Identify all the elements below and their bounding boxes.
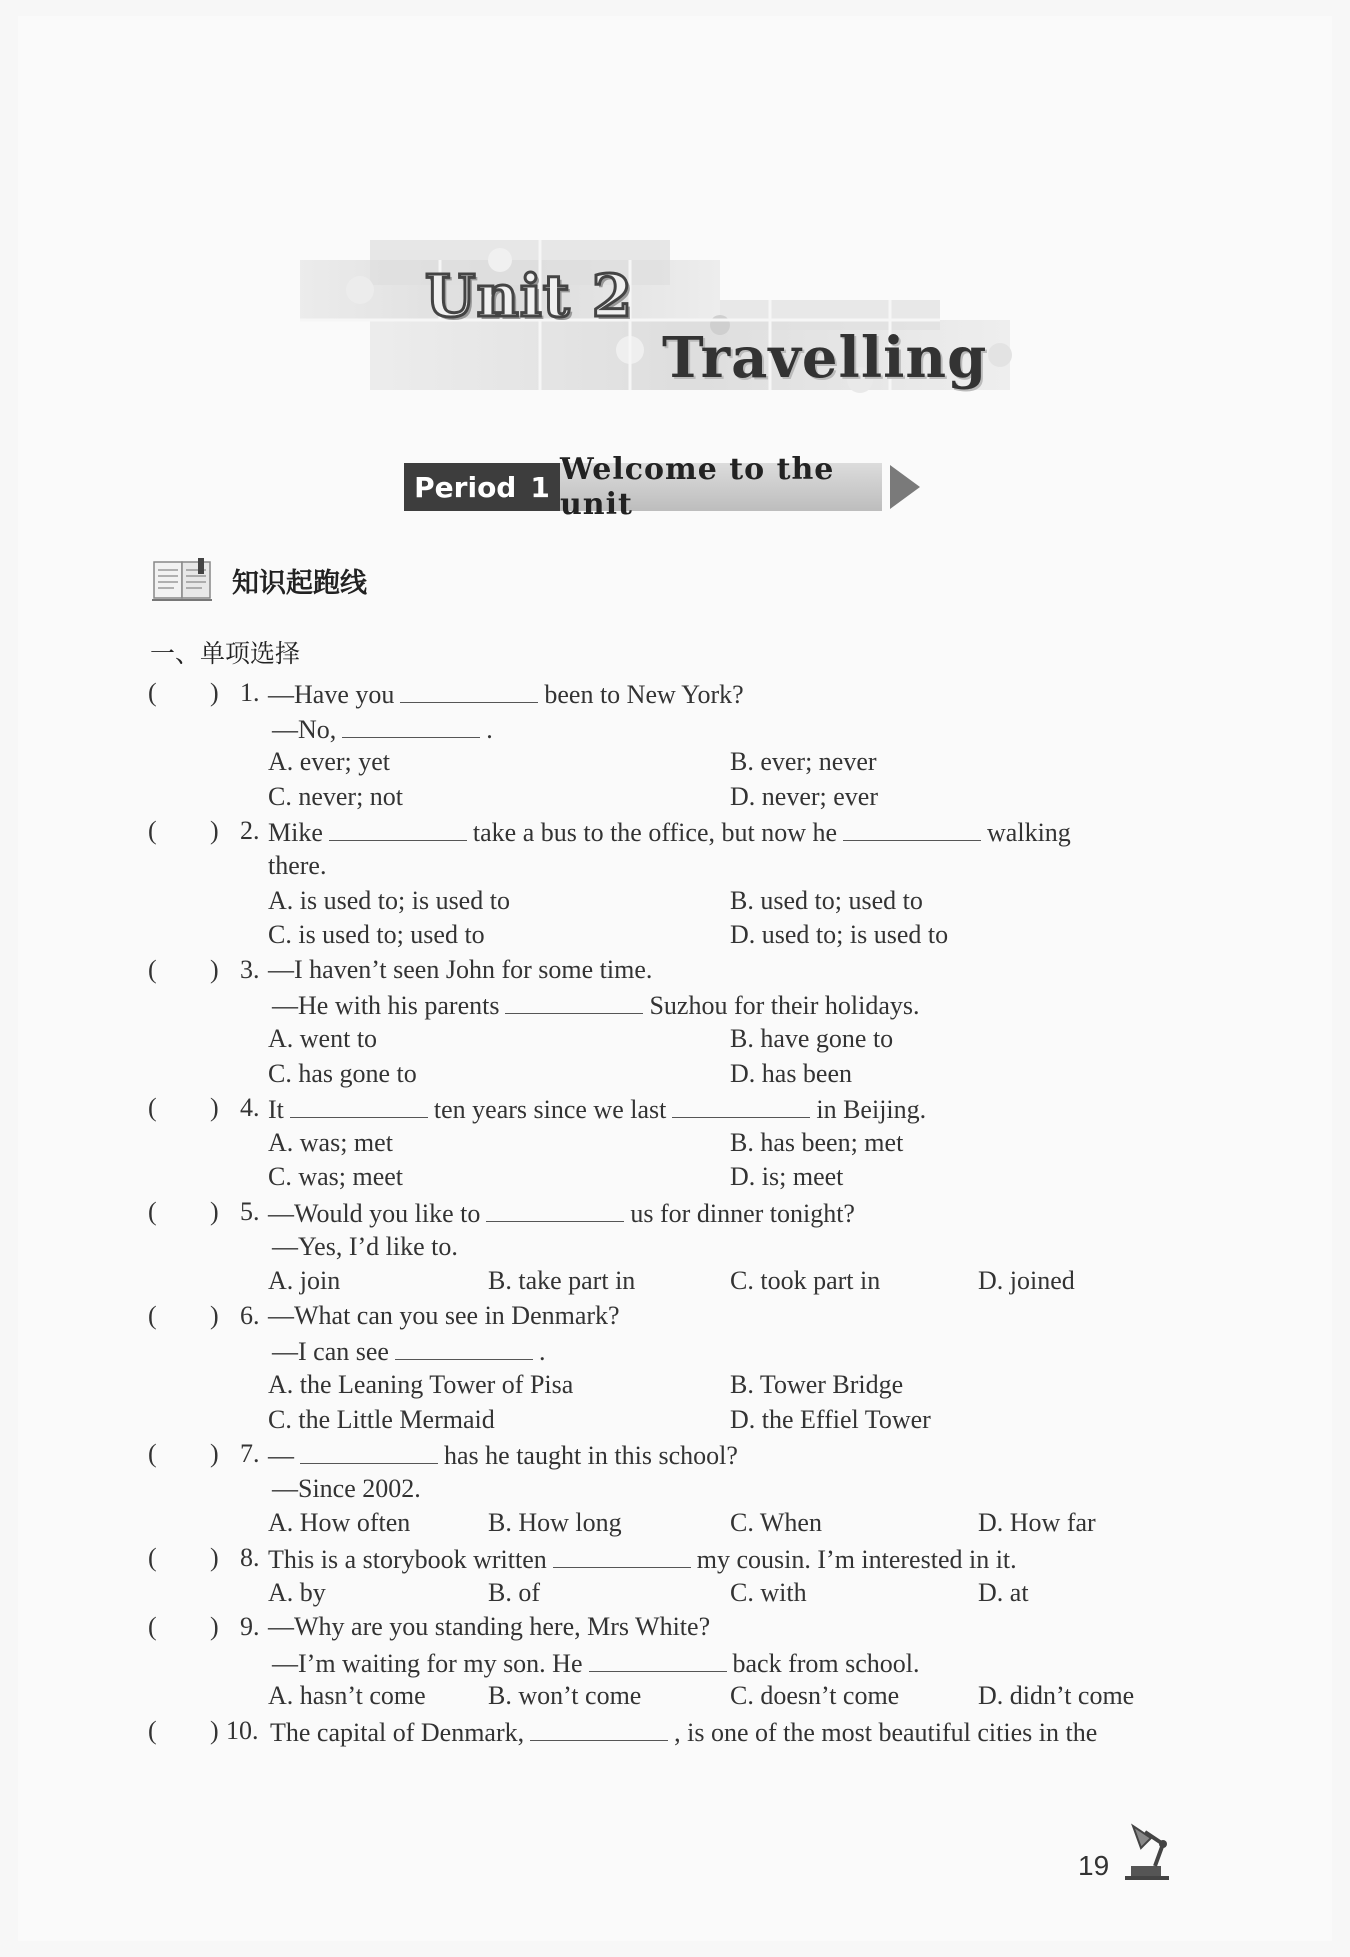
answer-option: B. won’t come <box>488 1681 642 1711</box>
answer-option: D. has been <box>730 1058 853 1088</box>
question-text: there. <box>268 851 327 880</box>
open-book-icon <box>150 556 216 604</box>
question-stem-line2 <box>272 713 493 745</box>
answer-blank[interactable] <box>395 1335 533 1360</box>
answer-option: C. was; meet <box>268 1162 404 1192</box>
answer-paren-close: ) <box>210 1300 219 1330</box>
question-text: back from school. <box>732 1648 920 1678</box>
question-number: 1. <box>240 678 260 707</box>
question-number: 9. <box>240 1612 260 1642</box>
answer-option: D. used to; is used to <box>730 920 949 950</box>
answer-paren-close: ) <box>210 1197 219 1226</box>
answer-paren-close: ) <box>210 816 219 846</box>
answer-option: B. used to; used to <box>730 885 923 915</box>
answer-option: A. is used to; is used to <box>268 885 510 915</box>
answer-option: A. went to <box>268 1024 378 1053</box>
question-stem <box>268 1543 1017 1575</box>
question-text: . <box>486 714 493 744</box>
answer-option: A. ever; yet <box>268 747 391 777</box>
question-stem <box>268 816 1071 848</box>
answer-blank[interactable] <box>400 678 538 703</box>
question-text: . <box>538 1337 546 1367</box>
period-label-box <box>404 463 560 511</box>
answer-paren-open: ( <box>148 1612 157 1642</box>
question-stem <box>268 1612 710 1642</box>
answer-option: D. How far <box>978 1508 1096 1538</box>
question-stem <box>268 1093 926 1125</box>
desk-lamp-icon <box>1115 1822 1177 1882</box>
question-text: —I’m waiting for my son. He <box>272 1648 583 1678</box>
question-text: Suzhou for their holidays. <box>649 991 920 1021</box>
question-text: take a bus to the office, but now he <box>472 818 838 848</box>
answer-option: B. How long <box>488 1508 622 1538</box>
question-text: This is a storybook written <box>268 1545 547 1574</box>
question-stem <box>270 1716 1097 1748</box>
answer-option: C. has gone to <box>268 1058 417 1088</box>
question-stem <box>268 678 744 710</box>
period-banner <box>404 452 920 522</box>
question-number: 5. <box>240 1197 260 1226</box>
page-number: 19 <box>1078 1850 1110 1881</box>
question-text: — <box>268 1441 294 1471</box>
answer-paren-close: ) <box>210 1612 219 1642</box>
question-text: —What can you see in Denmark? <box>268 1300 620 1330</box>
question-text: Mike <box>268 818 323 848</box>
answer-option: C. took part in <box>730 1266 881 1296</box>
answer-option: A. hasn’t come <box>268 1681 426 1711</box>
section-heading <box>150 556 367 604</box>
question-stem-line2 <box>272 1232 458 1262</box>
question-text: us for dinner tonight? <box>630 1199 855 1228</box>
answer-paren-open: ( <box>148 1197 157 1226</box>
answer-paren-open: ( <box>148 816 157 846</box>
answer-option: C. the Little Mermaid <box>268 1404 495 1434</box>
question-number: 4. <box>240 1093 260 1123</box>
question-text: , is one of the most beautiful cities in the <box>674 1718 1098 1747</box>
question-text: my cousin. I’m interested in it. <box>696 1545 1017 1574</box>
answer-option: A. by <box>268 1577 326 1607</box>
answer-option: B. take part in <box>488 1266 636 1296</box>
question-number: 2. <box>240 816 260 846</box>
answer-paren-close: ) <box>210 1716 219 1745</box>
answer-blank[interactable] <box>505 989 643 1014</box>
answer-blank[interactable] <box>672 1093 810 1118</box>
question-stem <box>268 1197 855 1229</box>
answer-blank[interactable] <box>843 816 981 841</box>
arrow-right-icon <box>890 465 920 509</box>
question-stem-line2 <box>272 1647 920 1679</box>
answer-option: B. have gone to <box>730 1024 894 1053</box>
answer-paren-close: ) <box>210 954 219 984</box>
answer-option: D. the Effiel Tower <box>730 1404 931 1434</box>
question-stem <box>268 1301 620 1331</box>
period-number: 1 <box>530 470 550 504</box>
answer-blank[interactable] <box>553 1543 691 1568</box>
answer-option: C. When <box>730 1508 822 1538</box>
answer-paren-open: ( <box>148 1439 157 1469</box>
question-text: —Would you like to <box>268 1199 481 1228</box>
answer-option: B. Tower Bridge <box>730 1370 904 1399</box>
answer-paren-close: ) <box>210 1439 219 1469</box>
answer-blank[interactable] <box>589 1647 727 1672</box>
question-text: in Beijing. <box>816 1095 927 1125</box>
question-number: 8. <box>240 1543 260 1572</box>
question-number: 3. <box>240 954 260 984</box>
answer-blank[interactable] <box>342 713 480 738</box>
answer-paren-open: ( <box>148 1716 157 1745</box>
unit-title: Travelling <box>662 325 988 391</box>
question-text: —Yes, I’d like to. <box>272 1231 458 1261</box>
answer-option: C. with <box>730 1577 807 1607</box>
question-text: walking <box>987 818 1071 848</box>
unit-label: Unit 2 <box>425 262 634 330</box>
question-stem-line2 <box>272 989 920 1021</box>
question-text: —I can see <box>272 1337 389 1367</box>
answer-option: A. the Leaning Tower of Pisa <box>268 1370 574 1399</box>
answer-blank[interactable] <box>290 1093 428 1118</box>
answer-paren-close: ) <box>210 678 219 707</box>
period-title: Welcome to the unit <box>560 463 882 511</box>
answer-option: C. never; not <box>268 781 404 811</box>
question-number: 6. <box>240 1300 260 1330</box>
answer-paren-open: ( <box>148 1300 157 1330</box>
answer-blank[interactable] <box>329 816 467 841</box>
question-text: —I haven’t seen John for some time. <box>268 954 653 984</box>
answer-option: A. was; met <box>268 1127 393 1157</box>
question-stem <box>268 1439 738 1471</box>
period-label: Period <box>414 470 517 504</box>
answer-option: D. didn’t come <box>978 1681 1135 1711</box>
question-stem-line2 <box>268 851 326 881</box>
answer-option: A. join <box>268 1266 341 1296</box>
answer-blank[interactable] <box>300 1439 438 1464</box>
answer-option: D. joined <box>978 1266 1075 1296</box>
answer-option: B. of <box>488 1577 540 1607</box>
question-text: —Have you <box>268 680 395 709</box>
answer-blank[interactable] <box>530 1716 668 1741</box>
question-text: —No, <box>272 714 337 744</box>
answer-option: D. never; ever <box>730 781 878 811</box>
answer-paren-open: ( <box>148 1093 157 1123</box>
answer-blank[interactable] <box>486 1197 624 1222</box>
answer-option: B. has been; met <box>730 1127 904 1157</box>
answer-paren-close: ) <box>210 1543 219 1572</box>
question-text: —Why are you standing here, Mrs White? <box>268 1612 711 1642</box>
answer-option: C. is used to; used to <box>268 920 485 950</box>
answer-paren-open: ( <box>148 954 157 984</box>
question-text: ten years since we last <box>433 1095 667 1125</box>
answer-option: A. How often <box>268 1508 411 1538</box>
answer-paren-close: ) <box>210 1093 219 1123</box>
question-number: 10. <box>226 1716 259 1745</box>
answer-option: D. at <box>978 1577 1029 1607</box>
question-number: 7. <box>240 1439 260 1469</box>
question-stem <box>268 955 652 985</box>
section-title: 知识起跑线 <box>232 567 367 599</box>
answer-paren-open: ( <box>148 678 157 707</box>
answer-option: B. ever; never <box>730 747 877 777</box>
subsection-title: 一、单项选择 <box>150 639 301 668</box>
question-stem-line2 <box>272 1335 545 1367</box>
question-text: The capital of Denmark, <box>270 1718 525 1747</box>
question-text: —He with his parents <box>272 991 500 1021</box>
question-text: has he taught in this school? <box>444 1441 738 1471</box>
question-text: been to New York? <box>544 680 744 709</box>
answer-option: D. is; meet <box>730 1162 844 1192</box>
answer-option: C. doesn’t come <box>730 1681 900 1711</box>
answer-paren-open: ( <box>148 1543 157 1572</box>
question-text: It <box>268 1095 284 1125</box>
question-stem-line2 <box>272 1474 421 1504</box>
question-text: —Since 2002. <box>272 1473 421 1503</box>
